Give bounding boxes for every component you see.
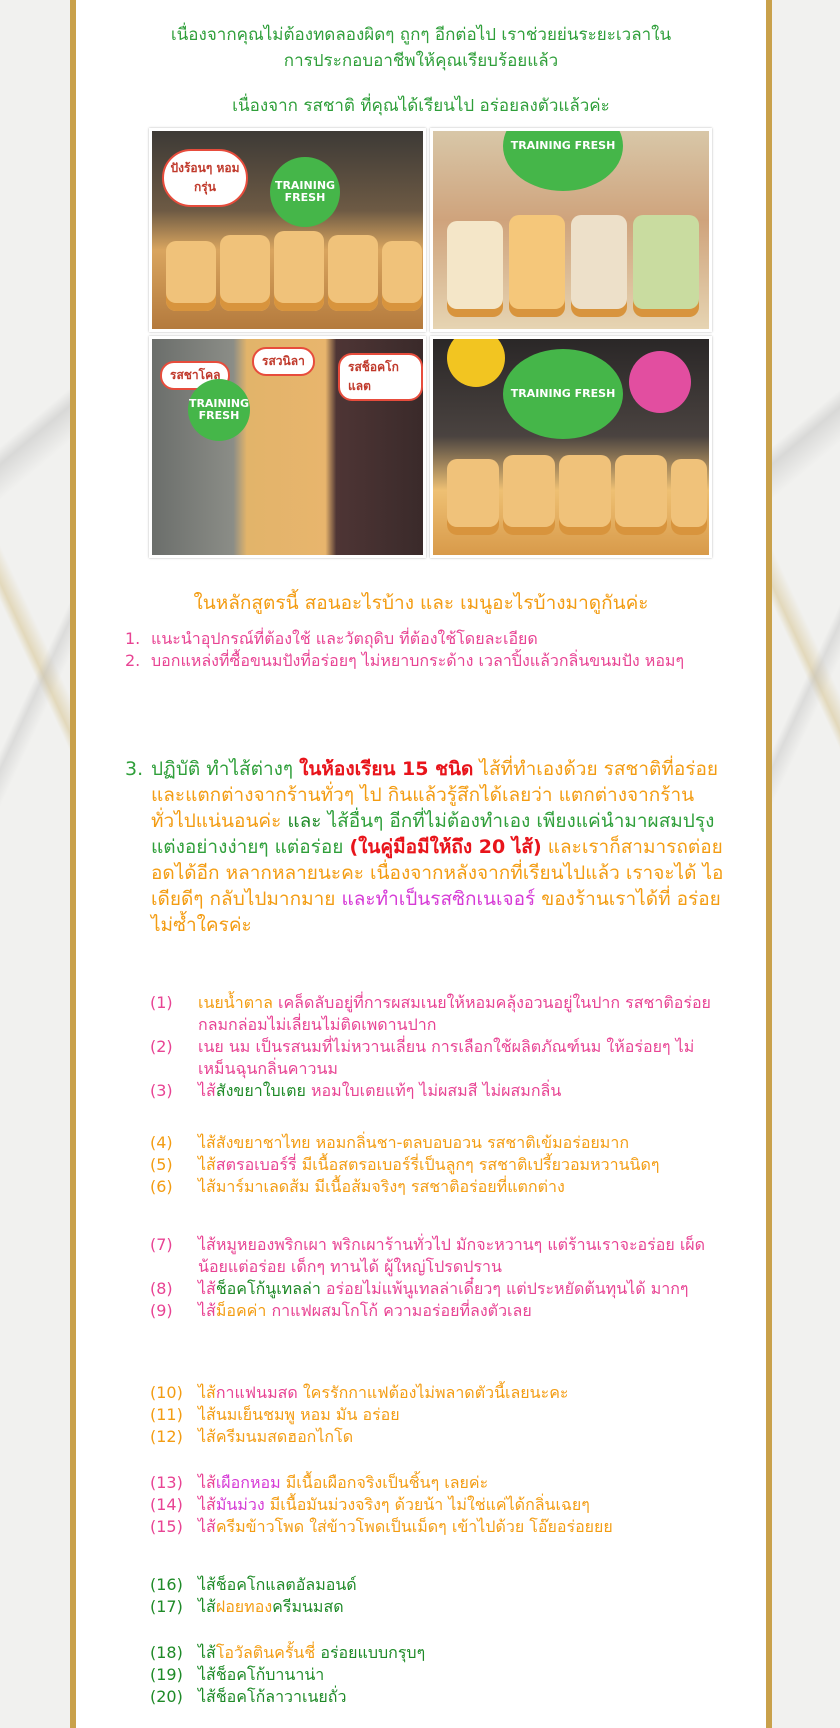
bread-piece	[571, 215, 627, 317]
filling-number: (5)	[150, 1155, 173, 1174]
filling-number: (6)	[150, 1177, 173, 1196]
filling-prefix: ไส้	[198, 1301, 216, 1320]
filling-item	[150, 992, 730, 1036]
filling-prefix: ไส้	[198, 1597, 216, 1616]
flavor-tag-chocolate: รสช็อคโกแลต	[338, 353, 423, 401]
filling-number: (9)	[150, 1301, 173, 1320]
filling-item	[150, 1234, 730, 1278]
filling-name: ฝอยทอง	[215, 1597, 273, 1616]
filling-desc: มีเนื้อมันม่วงจริงๆ ด้วยน้า ไม่ใช่แค่ได้กลิ่นเฉยๆ	[269, 1495, 590, 1514]
filling-number: (8)	[150, 1279, 173, 1298]
filling-prefix: ไส้	[198, 1383, 216, 1402]
filling-name: ครีมข้าวโพด	[215, 1517, 305, 1536]
bread-piece	[633, 215, 699, 317]
filling-desc: ไส้ช็อคโก้บานาน่า	[198, 1665, 325, 1684]
practice-highlight: ในห้องเรียน 15 ชนิด	[299, 758, 474, 780]
bread-piece	[220, 235, 270, 311]
filling-name: มันม่วง	[215, 1495, 265, 1514]
filling-item	[150, 1382, 730, 1404]
filling-item	[150, 1404, 730, 1426]
filling-prefix: ไส้	[198, 1473, 216, 1492]
list-item-number: 1.	[125, 629, 141, 648]
filling-name: สตรอเบอร์รี่	[215, 1155, 297, 1174]
filling-item	[150, 1278, 730, 1300]
bread-piece	[447, 459, 499, 535]
list-item	[125, 650, 725, 672]
intro-line-2: การประกอบอาชีพให้คุณเรียบร้อยแล้ว	[283, 51, 559, 71]
filling-item	[150, 1664, 730, 1686]
filling-desc: ไส้ช็อคโกแลตอัลมอนด์	[198, 1575, 357, 1594]
photo-bread-flavors-packs	[149, 336, 426, 558]
practice-ideas: และเราก็สามารถต่อยอดได้อีก หลากหลายนะคะ เนื่องจากหลังจากที่เรียนไปแล้ว เราจะได้ ไอเดียดีๆ กลับไปมากมาย	[151, 836, 724, 910]
fillings-group-7	[150, 1642, 730, 1708]
logo-balloon-icon: TRAINING FRESH	[270, 157, 340, 227]
filling-prefix: ไส้	[198, 1279, 216, 1298]
logo-balloon-icon: TRAINING FRESH	[503, 349, 623, 439]
filling-number: (3)	[150, 1081, 173, 1100]
filling-item	[150, 1176, 730, 1198]
filling-name: กาแฟนมสด	[215, 1383, 298, 1402]
filling-prefix: ไส้	[198, 1643, 216, 1662]
marble-background-right	[772, 0, 840, 1728]
filling-item	[150, 1642, 730, 1664]
photo-grid	[149, 128, 712, 558]
marble-background-left	[0, 0, 70, 1728]
section-title: ในหลักสูตรนี้ สอนอะไรบ้าง และ เมนูอะไรบ้างมาดูกันค่ะ	[193, 592, 649, 614]
yellow-balloon-icon	[447, 336, 505, 387]
filling-prefix: ไส้	[198, 1081, 216, 1100]
list-item-text	[151, 756, 735, 938]
filling-number: (10)	[150, 1383, 183, 1402]
filling-item	[150, 1686, 730, 1708]
photo-toasted-bread-tray	[149, 128, 426, 332]
filling-number: (19)	[150, 1665, 183, 1684]
pink-balloon-icon	[629, 351, 691, 413]
filling-item	[150, 1426, 730, 1448]
filling-desc: ใครรักกาแฟต้องไม่พลาดตัวนี้เลยนะคะ	[302, 1383, 569, 1402]
filling-item	[150, 1494, 730, 1516]
filling-desc: มีเนื้อสตรอเบอร์รี่เป็นลูกๆ รสชาติเปรี้ยวอมหวานนิดๆ	[301, 1155, 660, 1174]
list-item-practice	[125, 756, 735, 938]
filling-desc: ใส่ข้าวโพดเป็นเม็ดๆ เข้าไปด้วย โอ๊ยอร่อยยย	[309, 1517, 613, 1536]
logo-balloon-icon: TRAINING FRESH	[188, 379, 250, 441]
filling-name: ช็อคโก้นูเทลล่า	[215, 1279, 321, 1298]
fillings-group-1	[150, 992, 730, 1102]
filling-number: (2)	[150, 1037, 173, 1056]
bread-piece	[382, 241, 422, 311]
filling-desc: ไส้ช็อคโก้ลาวาเนยถั่ว	[198, 1687, 347, 1706]
practice-description: ไส้ที่ทำเองด้วย รสชาติที่อร่อยและแตกต่างจากร้านทั่วๆ ไป กินแล้วรู้สึกได้เลยว่า แตกต่างจากร้านทั่วไปแน่นอนค่ะ	[151, 758, 719, 832]
fillings-group-2	[150, 1132, 730, 1198]
practice-manual-count: (ในคู่มือมีให้ถึง 20 ไส้)	[349, 836, 542, 858]
bread-piece	[503, 455, 555, 535]
filling-name: เผือกหอม	[215, 1473, 281, 1492]
fillings-group-3	[150, 1234, 730, 1322]
filling-number: (1)	[150, 993, 173, 1012]
list-item	[125, 628, 725, 650]
filling-number: (16)	[150, 1575, 183, 1594]
intro-line-3: เนื่องจาก รสชาติ ที่คุณได้เรียนไป อร่อยลงตัวแล้วค่ะ	[232, 96, 610, 116]
filling-item	[150, 1300, 730, 1322]
filling-name: เนยน้ำตาล	[198, 993, 273, 1012]
filling-desc: กาแฟผสมโกโก้ ความอร่อยที่ลงตัวเลย	[271, 1301, 532, 1320]
fillings-group-6	[150, 1574, 730, 1618]
bread-piece	[615, 455, 667, 535]
filling-item	[150, 1596, 730, 1618]
filling-desc: เนย นม เป็นรสนมที่ไม่หวานเลี่ยน การเลือกใช้ผลิตภัณฑ์นม ให้อร่อยๆ ไม่เหม็นฉุนกลิ่นคาวนม	[198, 1037, 695, 1078]
filling-item	[150, 1132, 730, 1154]
filling-prefix: ไส้	[198, 1155, 216, 1174]
filling-desc: อร่อยไม่แพ้นูเทลล่าเดี๋ยวๆ แต่ประหยัดต้นทุนได้ มากๆ	[325, 1279, 689, 1298]
bread-piece	[166, 241, 216, 311]
filling-desc: ไส้มาร์มาเลดส้ม มีเนื้อส้มจริงๆ รสชาติอร่อยที่แตกต่าง	[198, 1177, 565, 1196]
filling-item	[150, 1080, 730, 1102]
fillings-group-5	[150, 1472, 730, 1538]
list-item-number: 3.	[125, 758, 144, 780]
practice-text: ปฏิบัติ ทำไส้ต่างๆ	[151, 758, 294, 780]
practice-signature: และทำเป็นรสซิกเนเจอร์	[341, 888, 536, 910]
flavor-tag-charcoal: รสชาโคล	[160, 361, 230, 390]
filling-number: (14)	[150, 1495, 183, 1514]
fillings-group-4	[150, 1382, 730, 1448]
filling-desc: ไส้หมูหยองพริกเผา พริกเผาร้านทั่วไป มักจะหวานๆ แต่ร้านเราจะอร่อย เผ็ดน้อยแต่อร่อย เด็กๆ ทานได้ ผู้ใหญ่โปรดปราน	[198, 1235, 706, 1276]
course-list	[125, 628, 725, 672]
bread-piece	[671, 459, 707, 535]
filling-prefix: ไส้	[198, 1495, 216, 1514]
filling-desc: มีเนื้อเผือกจริงเป็นชิ้นๆ เลยค่ะ	[285, 1473, 489, 1492]
practice-conjunction: และ	[287, 810, 322, 832]
photo-cut-bread-fillings	[430, 128, 712, 332]
practice-other-fillings: ไส้อื่นๆ อีกที่ไม่ต้องทำเอง เพียงแค่นำมาผสมปรุงแต่งอย่างง่ายๆ แต่อร่อย	[151, 810, 715, 858]
filling-prefix: ไส้	[198, 1517, 216, 1536]
filling-number: (18)	[150, 1643, 183, 1662]
bread-piece	[447, 221, 503, 317]
bread-piece	[274, 231, 324, 311]
filling-desc: เคล็ดลับอยู่ที่การผสมเนยให้หอมคลุ้งอวนอยู่ในปาก รสชาติอร่อยกลมกล่อมไม่เลี่ยนไม่ติดเพดานปาก	[198, 993, 711, 1034]
filling-desc: อร่อยแบบกรุบๆ	[320, 1643, 426, 1662]
bread-piece	[559, 455, 611, 535]
list-item-text: บอกแหล่งที่ซื้อขนมปังที่อร่อยๆ ไม่หยาบกระด้าง เวลาปิ้งแล้วกลิ่นขนมปัง หอมๆ	[151, 651, 685, 670]
filling-item	[150, 1036, 730, 1080]
practice-closing: ของร้านเราได้ที่ อร่อยไม่ซ้ำใครค่ะ	[151, 888, 721, 936]
filling-number: (7)	[150, 1235, 173, 1254]
filling-item	[150, 1472, 730, 1494]
filling-item	[150, 1154, 730, 1176]
filling-number: (12)	[150, 1427, 183, 1446]
intro-text	[76, 22, 766, 74]
filling-item	[150, 1516, 730, 1538]
filling-number: (17)	[150, 1597, 183, 1616]
bread-piece	[509, 215, 565, 317]
photo-bread-display-board	[430, 336, 712, 558]
filling-number: (15)	[150, 1517, 183, 1536]
filling-number: (20)	[150, 1687, 183, 1706]
filling-name: โอวัลตินครั้นชี่	[215, 1643, 316, 1662]
filling-number: (13)	[150, 1473, 183, 1492]
logo-balloon-icon: TRAINING FRESH	[503, 128, 623, 191]
filling-name: ม็อคค่า	[215, 1301, 267, 1320]
filling-desc: ครีมนมสด	[272, 1597, 344, 1616]
list-item-number: 2.	[125, 651, 141, 670]
filling-desc: ไส้สังขยาชาไทย หอมกลิ่นชา-ตลบอบอวน รสชาติเข้มอร่อยมาก	[198, 1133, 630, 1152]
bread-piece	[328, 235, 378, 311]
filling-number: (11)	[150, 1405, 183, 1424]
filling-item	[150, 1574, 730, 1596]
list-item-text: แนะนำอุปกรณ์ที่ต้องใช้ และวัตถุดิบ ที่ต้องใช้โดยละเอียด	[151, 629, 538, 648]
filling-number: (4)	[150, 1133, 173, 1152]
filling-name: สังขยาใบเตย	[215, 1081, 306, 1100]
intro-line-1: เนื่องจากคุณไม่ต้องทดลองผิดๆ ถูกๆ อีกต่อไป เราช่วยย่นระยะเวลาใน	[170, 25, 672, 45]
filling-desc: ไส้ครีมนมสดฮอกไกโด	[198, 1427, 354, 1446]
filling-desc: ไส้นมเย็นชมพู หอม มัน อร่อย	[198, 1405, 400, 1424]
hot-bread-tag: ปังร้อนๆ หอมกรุ่น	[162, 149, 248, 207]
filling-desc: หอมใบเตยแท้ๆ ไม่ผสมสี ไม่ผสมกลิ่น	[310, 1081, 562, 1100]
flavor-tag-vanilla: รสวนิลา	[252, 347, 315, 376]
